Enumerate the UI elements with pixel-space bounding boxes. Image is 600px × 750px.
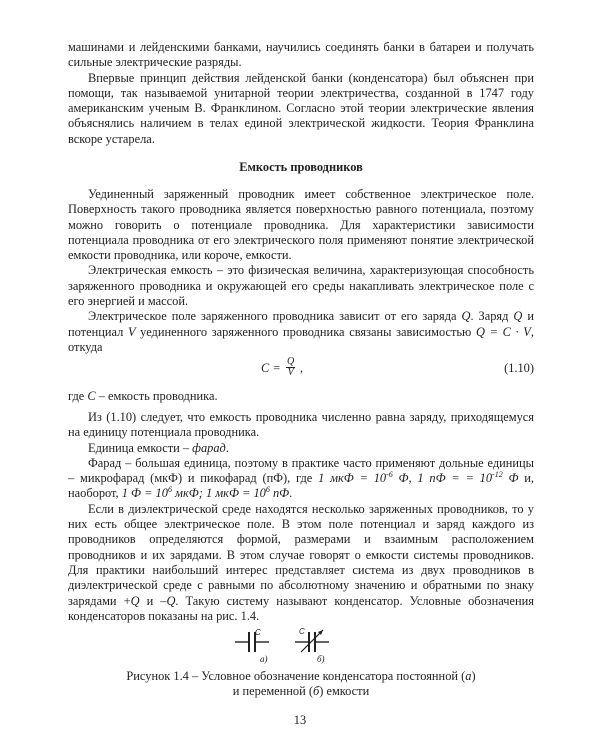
paragraph: где C – емкость проводника. [68,389,218,403]
text-block-bottom [68,410,534,624]
figure-label-b: б) [317,654,325,664]
caption-line: и переменной (б) емкости [232,684,370,699]
capacitor-label: C [299,627,305,636]
variable-capacitor-symbol [295,627,329,664]
paragraph: Уединенный заряженный проводник имеет собственное электрическое поле. Поверхность такого проводника является поверхностью равного потенциала, поэтому можно говорить о потенциале проводника. Для характеристики зависимости потенциала проводника от его электрического поля применяют понятие электрической емкости проводника, или короче, емкости. [68,187,534,263]
capacitor-label: C [255,628,261,637]
fixed-capacitor-symbol [235,628,269,664]
paragraph: Если в диэлектрической среде находятся несколько заряженных проводников, то у них есть общее электрическое поле. В этом поле потенциал и заряд каждого из проводников определяются формой, размерами и взаимным расположением проводников и их зарядами. В этом случае говорят о емкости системы проводников. Для практики наибольший интерес представляет система из двух проводников в диэлектрической среде с равными по абсолютному значению и обратными по знаку зарядами +Q и –Q. Такую систему называют конденсатор. Условные обозначения конденсаторов показаны на рис. 1.4. [68,501,534,623]
formula-fraction [286,357,295,378]
relation: Q = C · V [475,324,531,339]
capacitor-symbols-figure [235,626,375,666]
paragraph: Электрическое поле заряженного проводника зависит от его заряда Q. Заряд Q и потенциал V уединенного заряженного проводника связаны зависимостью Q = C · V, откуда [68,309,534,354]
section-heading: Емкость проводников [239,160,363,174]
formula-comma: , [300,361,304,375]
paragraph: Электрическая емкость – это физическая величина, характеризующая способность заряженного проводника и окружающей его среды накапливать электрическое поле с его энергией и массой. [68,263,534,309]
formula-denominator: V [287,367,294,378]
page-number: 13 [293,713,307,727]
paragraph: Из (1.10) следует, что емкость проводника численно равна заряду, приходящемуся на единицу потенциала проводника. [68,410,534,440]
formula-numerator: Q [287,356,295,367]
paragraph: машинами и лейденскими банками, научились соединять банки в батареи и получать сильные электрические разряды. [68,40,534,70]
paragraph: Фарад – большая единица, поэтому в практике часто применяют дольные единицы – микрофарад (мкФ) и пикофарад (пФ), где 1 мкФ = $10^{-6}$ Ф, 1 пФ = = $10^{-12}$ Ф и, наоборот, 1 $Ф = 10^6$ мкФ; 1 мкФ = $10^6$ пФ. [68,455,535,501]
paragraph: Впервые принцип действия лейденской банки (конденсатора) был объяснен при помощи, так называемой унитарной теории электричества, созданной в 1747 году американским ученым В. Франклином. Согласно этой теории электрические явления объяснялись наличием в телах единой электрической жидкости. Теория Франклина вскоре устарела. [68,70,534,146]
text-block-top [68,40,534,147]
text-block-lower [68,389,534,404]
caption-line: Рисунок 1.4 – Условное обозначение конденсатора постоянной (а) [126,669,476,683]
section-heading-block [68,160,534,175]
text-block-middle [68,187,534,355]
equation-number: (1.10) [504,361,534,375]
figure-caption [68,669,534,700]
formula-1-10 [68,357,534,383]
figure-label-a: а) [260,654,268,664]
paragraph: Единица емкости – фарад. [88,440,229,455]
formula-lhs: C = [261,361,281,375]
